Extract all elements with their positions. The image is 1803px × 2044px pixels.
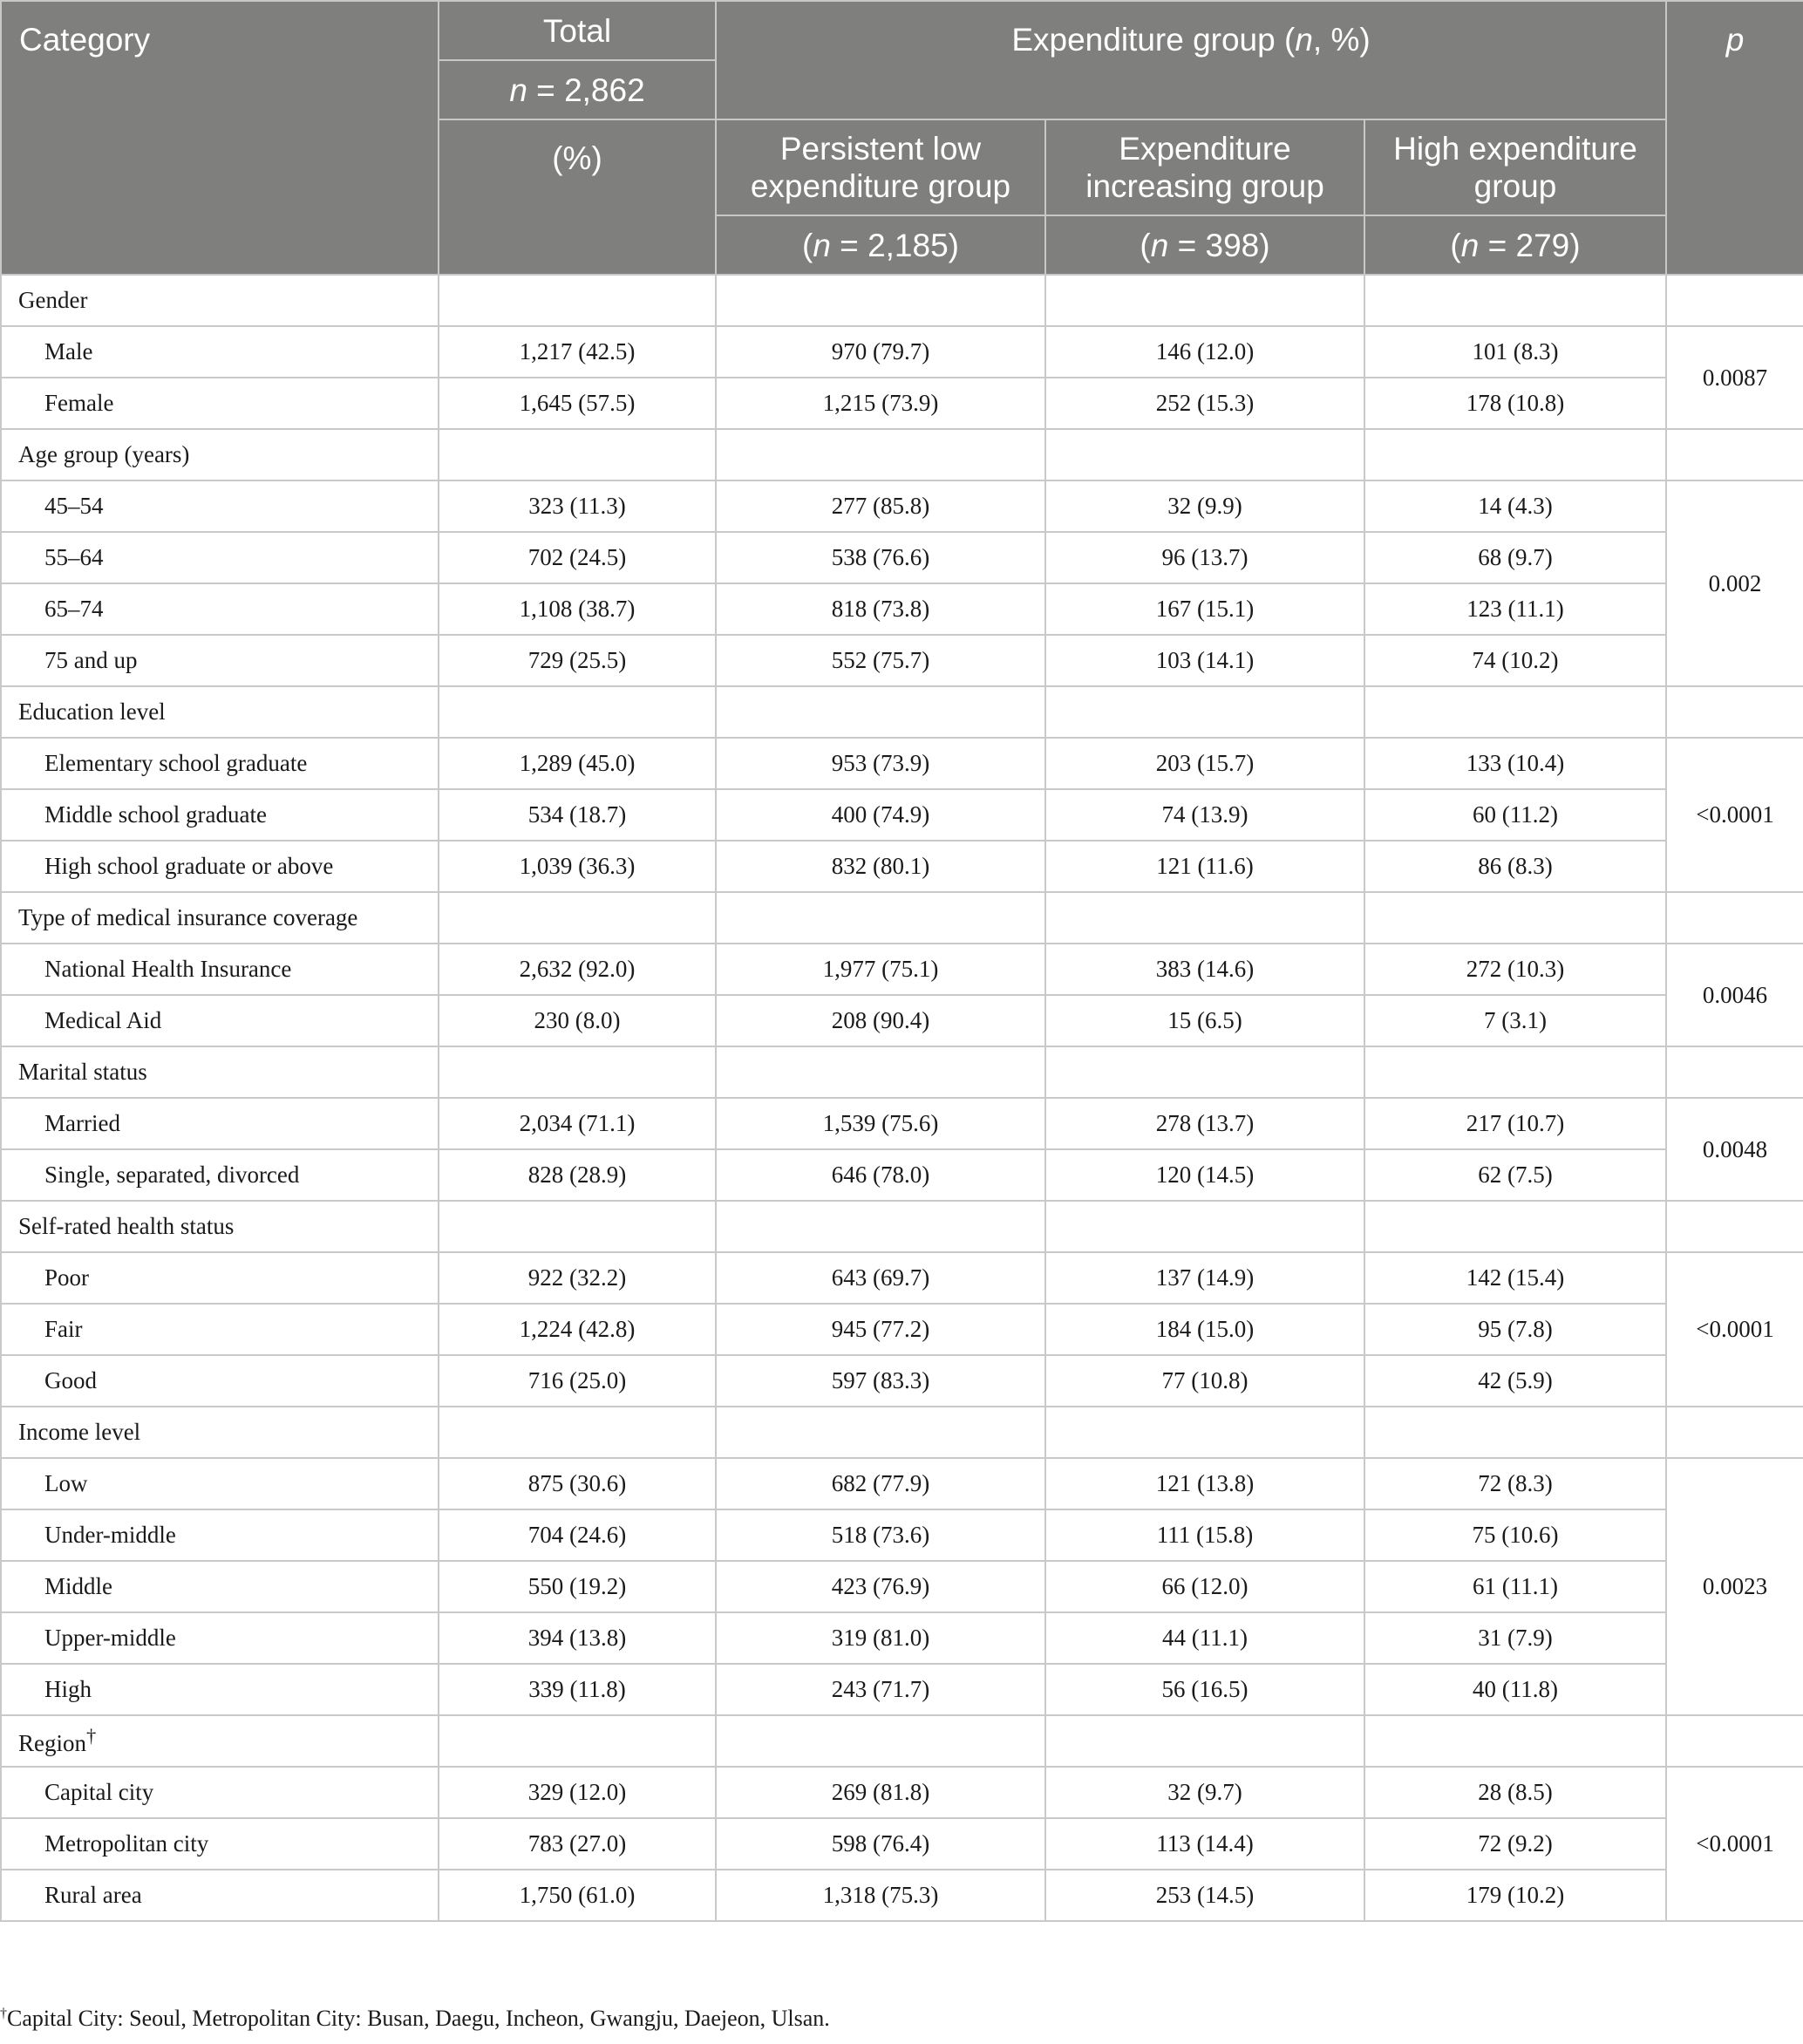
total-cell: 329 (12.0) [439, 1767, 716, 1818]
total-cell: 702 (24.5) [439, 532, 716, 583]
low-cell: 243 (71.7) [716, 1664, 1045, 1715]
increasing-cell: 253 (14.5) [1045, 1870, 1364, 1921]
category-label: Type of medical insurance coverage [1, 892, 439, 944]
table-header [1, 1, 1803, 275]
increasing-cell: 74 (13.9) [1045, 789, 1364, 841]
row-label: 65–74 [1, 583, 439, 635]
low-cell: 598 (76.4) [716, 1818, 1045, 1870]
row-label: Medical Aid [1, 995, 439, 1046]
category-row-region [1, 1715, 1803, 1767]
row-label: Metropolitan city [1, 1818, 439, 1870]
row-label: High [1, 1664, 439, 1715]
low-cell: 518 (73.6) [716, 1509, 1045, 1561]
row-label: Good [1, 1355, 439, 1407]
row-label: Capital city [1, 1767, 439, 1818]
total-cell: 1,289 (45.0) [439, 738, 716, 789]
p-value: 0.0087 [1666, 326, 1803, 429]
row-label: National Health Insurance [1, 944, 439, 995]
header-total-pct: (%) [439, 119, 716, 275]
row-label: Poor [1, 1252, 439, 1304]
total-cell: 2,034 (71.1) [439, 1098, 716, 1149]
category-label: Marital status [1, 1046, 439, 1098]
low-cell: 953 (73.9) [716, 738, 1045, 789]
increasing-cell: 383 (14.6) [1045, 944, 1364, 995]
row-label: Middle [1, 1561, 439, 1612]
increasing-cell: 96 (13.7) [1045, 532, 1364, 583]
high-cell: 31 (7.9) [1364, 1612, 1666, 1664]
increasing-cell: 146 (12.0) [1045, 326, 1364, 378]
increasing-cell: 56 (16.5) [1045, 1664, 1364, 1715]
category-row-insurance [1, 892, 1803, 944]
high-cell: 86 (8.3) [1364, 841, 1666, 892]
header-group-low-n: (n = 2,185) [716, 215, 1045, 275]
table-row [1, 1561, 1803, 1612]
category-row-health [1, 1201, 1803, 1252]
row-label: Fair [1, 1304, 439, 1355]
increasing-cell: 121 (11.6) [1045, 841, 1364, 892]
total-cell: 323 (11.3) [439, 480, 716, 532]
row-label: Rural area [1, 1870, 439, 1921]
low-cell: 646 (78.0) [716, 1149, 1045, 1201]
low-cell: 643 (69.7) [716, 1252, 1045, 1304]
high-cell: 60 (11.2) [1364, 789, 1666, 841]
increasing-cell: 278 (13.7) [1045, 1098, 1364, 1149]
high-cell: 133 (10.4) [1364, 738, 1666, 789]
high-cell: 61 (11.1) [1364, 1561, 1666, 1612]
row-label: Female [1, 378, 439, 429]
total-cell: 2,632 (92.0) [439, 944, 716, 995]
category-label: Gender [1, 275, 439, 326]
increasing-cell: 111 (15.8) [1045, 1509, 1364, 1561]
low-cell: 832 (80.1) [716, 841, 1045, 892]
high-cell: 272 (10.3) [1364, 944, 1666, 995]
increasing-cell: 66 (12.0) [1045, 1561, 1364, 1612]
table-row [1, 1767, 1803, 1818]
high-cell: 62 (7.5) [1364, 1149, 1666, 1201]
total-cell: 704 (24.6) [439, 1509, 716, 1561]
low-cell: 970 (79.7) [716, 326, 1045, 378]
total-cell: 230 (8.0) [439, 995, 716, 1046]
high-cell: 95 (7.8) [1364, 1304, 1666, 1355]
increasing-cell: 32 (9.9) [1045, 480, 1364, 532]
total-cell: 729 (25.5) [439, 635, 716, 686]
increasing-cell: 252 (15.3) [1045, 378, 1364, 429]
footnote-text: Capital City: Seoul, Metropolitan City: Busan, Daegu, Incheon, Gwangju, Daejeon, Ulsan. [7, 2006, 830, 2031]
category-row-gender [1, 275, 1803, 326]
header-group-low: Persistent low expenditure group [716, 119, 1045, 215]
row-label: Married [1, 1098, 439, 1149]
low-cell: 552 (75.7) [716, 635, 1045, 686]
table-row [1, 1355, 1803, 1407]
increasing-cell: 113 (14.4) [1045, 1818, 1364, 1870]
row-label: 45–54 [1, 480, 439, 532]
header-p: p [1666, 1, 1803, 275]
total-cell: 875 (30.6) [439, 1458, 716, 1509]
table-row [1, 480, 1803, 532]
table-row [1, 1252, 1803, 1304]
increasing-cell: 103 (14.1) [1045, 635, 1364, 686]
high-cell: 217 (10.7) [1364, 1098, 1666, 1149]
category-label: Education level [1, 686, 439, 738]
p-value: 0.0046 [1666, 944, 1803, 1046]
total-cell: 783 (27.0) [439, 1818, 716, 1870]
table-row [1, 1458, 1803, 1509]
total-cell: 1,750 (61.0) [439, 1870, 716, 1921]
total-cell: 550 (19.2) [439, 1561, 716, 1612]
table-row [1, 378, 1803, 429]
increasing-cell: 121 (13.8) [1045, 1458, 1364, 1509]
header-group-increasing-n: (n = 398) [1045, 215, 1364, 275]
category-row-marital [1, 1046, 1803, 1098]
low-cell: 945 (77.2) [716, 1304, 1045, 1355]
total-cell: 716 (25.0) [439, 1355, 716, 1407]
high-cell: 7 (3.1) [1364, 995, 1666, 1046]
table-row [1, 635, 1803, 686]
p-value: 0.002 [1666, 480, 1803, 686]
high-cell: 28 (8.5) [1364, 1767, 1666, 1818]
table-row [1, 995, 1803, 1046]
table-row [1, 1612, 1803, 1664]
low-cell: 538 (76.6) [716, 532, 1045, 583]
increasing-cell: 32 (9.7) [1045, 1767, 1364, 1818]
category-row-income [1, 1407, 1803, 1458]
footnote-dagger: † [0, 2006, 7, 2021]
low-cell: 208 (90.4) [716, 995, 1045, 1046]
high-cell: 123 (11.1) [1364, 583, 1666, 635]
table-row [1, 1509, 1803, 1561]
increasing-cell: 184 (15.0) [1045, 1304, 1364, 1355]
row-label: Male [1, 326, 439, 378]
row-label: Single, separated, divorced [1, 1149, 439, 1201]
high-cell: 178 (10.8) [1364, 378, 1666, 429]
high-cell: 14 (4.3) [1364, 480, 1666, 532]
high-cell: 72 (8.3) [1364, 1458, 1666, 1509]
row-label: Upper-middle [1, 1612, 439, 1664]
total-cell: 1,645 (57.5) [439, 378, 716, 429]
low-cell: 269 (81.8) [716, 1767, 1045, 1818]
row-label: 75 and up [1, 635, 439, 686]
row-label: Elementary school graduate [1, 738, 439, 789]
total-cell: 828 (28.9) [439, 1149, 716, 1201]
low-cell: 682 (77.9) [716, 1458, 1045, 1509]
low-cell: 1,318 (75.3) [716, 1870, 1045, 1921]
table-row [1, 1098, 1803, 1149]
p-value: 0.0023 [1666, 1458, 1803, 1715]
p-value: <0.0001 [1666, 1767, 1803, 1921]
increasing-cell: 77 (10.8) [1045, 1355, 1364, 1407]
total-cell: 1,039 (36.3) [439, 841, 716, 892]
category-label: Region† [1, 1715, 439, 1767]
table-row [1, 944, 1803, 995]
high-cell: 142 (15.4) [1364, 1252, 1666, 1304]
high-cell: 40 (11.8) [1364, 1664, 1666, 1715]
high-cell: 72 (9.2) [1364, 1818, 1666, 1870]
low-cell: 423 (76.9) [716, 1561, 1045, 1612]
table-row [1, 789, 1803, 841]
table-row [1, 583, 1803, 635]
table-row [1, 1664, 1803, 1715]
row-label: Under-middle [1, 1509, 439, 1561]
header-group-high-n: (n = 279) [1364, 215, 1666, 275]
table-row [1, 841, 1803, 892]
category-row-age [1, 429, 1803, 480]
table-row [1, 326, 1803, 378]
header-category: Category [1, 1, 439, 275]
increasing-cell: 15 (6.5) [1045, 995, 1364, 1046]
low-cell: 1,215 (73.9) [716, 378, 1045, 429]
low-cell: 818 (73.8) [716, 583, 1045, 635]
low-cell: 1,539 (75.6) [716, 1098, 1045, 1149]
increasing-cell: 44 (11.1) [1045, 1612, 1364, 1664]
dagger-mark: † [86, 1725, 97, 1747]
total-cell: 1,108 (38.7) [439, 583, 716, 635]
header-group-high: High expenditure group [1364, 119, 1666, 215]
table-row [1, 1818, 1803, 1870]
row-label: 55–64 [1, 532, 439, 583]
total-cell: 1,217 (42.5) [439, 326, 716, 378]
total-cell: 534 (18.7) [439, 789, 716, 841]
low-cell: 400 (74.9) [716, 789, 1045, 841]
total-cell: 339 (11.8) [439, 1664, 716, 1715]
increasing-cell: 203 (15.7) [1045, 738, 1364, 789]
row-label: Low [1, 1458, 439, 1509]
high-cell: 179 (10.2) [1364, 1870, 1666, 1921]
increasing-cell: 167 (15.1) [1045, 583, 1364, 635]
high-cell: 101 (8.3) [1364, 326, 1666, 378]
low-cell: 319 (81.0) [716, 1612, 1045, 1664]
high-cell: 74 (10.2) [1364, 635, 1666, 686]
total-cell: 1,224 (42.8) [439, 1304, 716, 1355]
header-group-increasing: Expenditure increasing group [1045, 119, 1364, 215]
table-row [1, 1870, 1803, 1921]
row-label: High school graduate or above [1, 841, 439, 892]
category-label: Income level [1, 1407, 439, 1458]
p-value: 0.0048 [1666, 1098, 1803, 1201]
category-label: Age group (years) [1, 429, 439, 480]
category-label: Self-rated health status [1, 1201, 439, 1252]
high-cell: 42 (5.9) [1364, 1355, 1666, 1407]
high-cell: 75 (10.6) [1364, 1509, 1666, 1561]
increasing-cell: 120 (14.5) [1045, 1149, 1364, 1201]
header-total: Total [439, 1, 716, 60]
high-cell: 68 (9.7) [1364, 532, 1666, 583]
low-cell: 277 (85.8) [716, 480, 1045, 532]
p-value: <0.0001 [1666, 1252, 1803, 1407]
table-row [1, 1304, 1803, 1355]
table-row [1, 532, 1803, 583]
table-footnote [0, 2006, 830, 2032]
total-cell: 922 (32.2) [439, 1252, 716, 1304]
low-cell: 597 (83.3) [716, 1355, 1045, 1407]
low-cell: 1,977 (75.1) [716, 944, 1045, 995]
table-body [1, 275, 1803, 1921]
header-expenditure-group: Expenditure group (n, %) [716, 1, 1666, 119]
header-total-n: n = 2,862 [439, 60, 716, 119]
increasing-cell: 137 (14.9) [1045, 1252, 1364, 1304]
total-cell: 394 (13.8) [439, 1612, 716, 1664]
p-value: <0.0001 [1666, 738, 1803, 892]
category-row-education [1, 686, 1803, 738]
table-row [1, 1149, 1803, 1201]
row-label: Middle school graduate [1, 789, 439, 841]
table-row [1, 738, 1803, 789]
